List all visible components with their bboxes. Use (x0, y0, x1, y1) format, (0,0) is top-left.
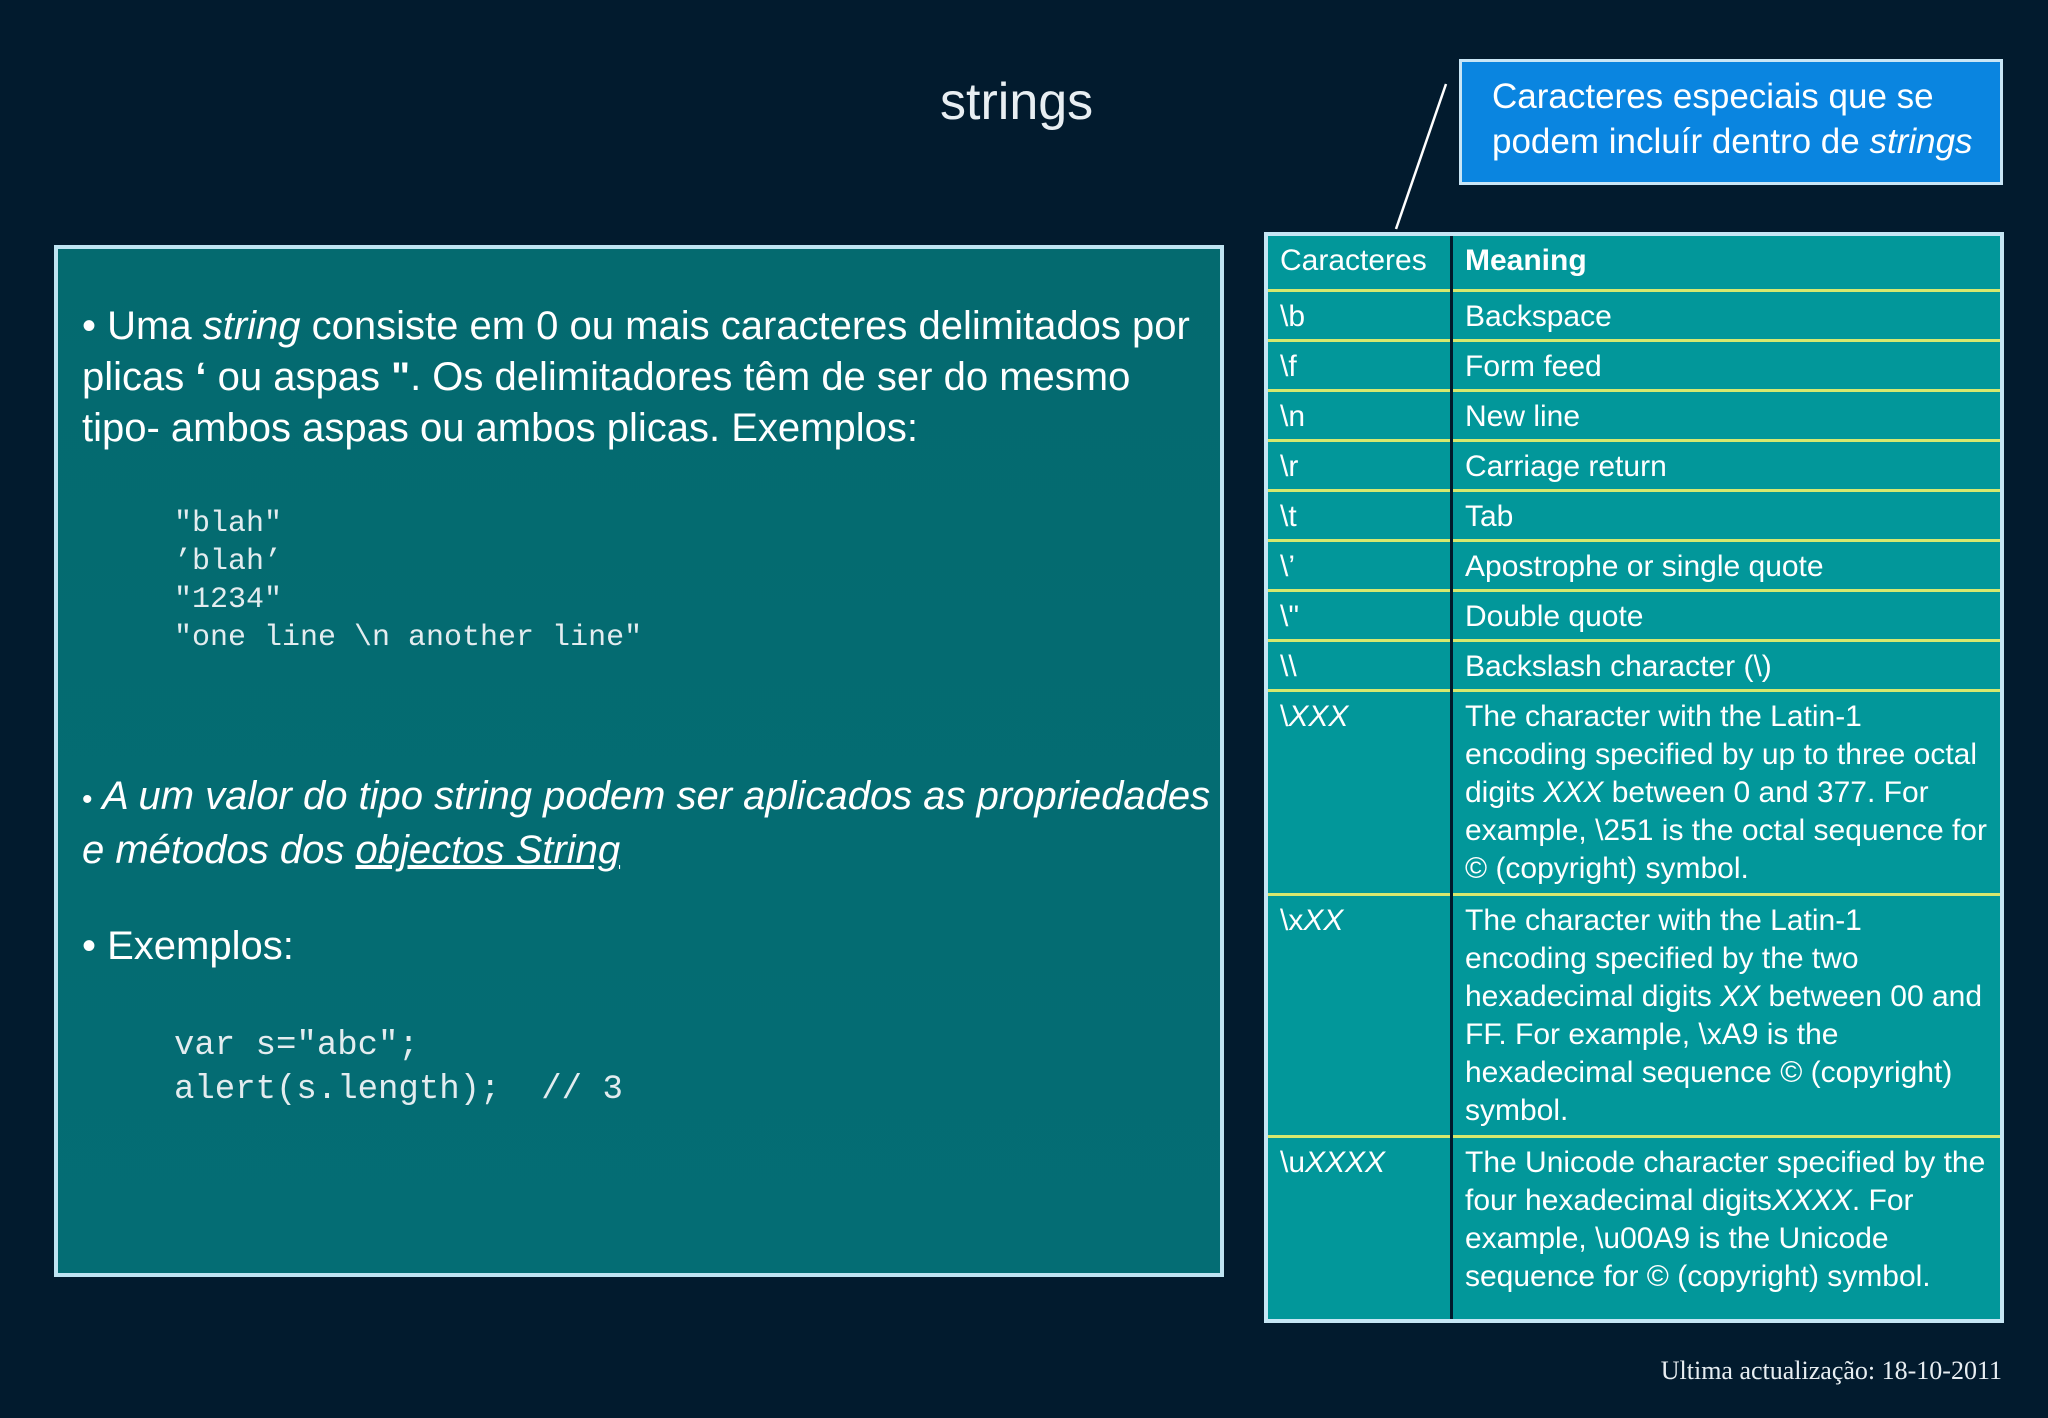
text-run-italic: A um valor do tipo string podem ser aplicados as propriedades e métodos dos (82, 774, 1211, 872)
bullet-dot: • (82, 924, 97, 968)
code-italic: XXX (1288, 700, 1349, 733)
text-run: between 00 and FF. For example, \xA9 is the hexadecimal sequence © (copyright) symbol. (1465, 980, 1983, 1127)
escape-characters-table (1264, 232, 2004, 1323)
code-prefix: \u (1280, 1146, 1306, 1179)
escape-code: \t (1268, 491, 1452, 541)
escape-meaning: Form feed (1452, 341, 2001, 391)
last-updated-footer: Ultima actualização: 18-10-2011 (1660, 1356, 2002, 1385)
table-row (1268, 641, 2000, 691)
escape-code: \b (1268, 291, 1452, 341)
escape-code: \f (1268, 341, 1452, 391)
table-row (1268, 341, 2000, 391)
escape-meaning: Backspace (1452, 291, 2001, 341)
escape-meaning: Apostrophe or single quote (1452, 541, 2001, 591)
bullet-dot: • (82, 304, 97, 348)
escape-meaning: Double quote (1452, 591, 2001, 641)
escape-code (1268, 691, 1452, 895)
content-panel (54, 245, 1224, 1277)
examples-label: Exemplos: (96, 924, 294, 968)
code-prefix: \x (1280, 904, 1304, 937)
escape-meaning: Backslash character (\) (1452, 641, 2001, 691)
callout-box (1459, 59, 2003, 185)
table-row-unicode (1268, 1137, 2000, 1320)
escape-code (1268, 895, 1452, 1137)
table-row (1268, 491, 2000, 541)
bullet-string-methods (82, 771, 1212, 876)
slide-title: strings (940, 73, 1094, 131)
text-run-italic: string (202, 304, 301, 348)
escape-meaning (1452, 691, 2001, 895)
table-row (1268, 591, 2000, 641)
escape-meaning (1452, 1137, 2001, 1320)
text-run-italic: XXXX (1771, 1184, 1852, 1217)
table-header-row (1268, 236, 2000, 291)
text-run: . Os delimitadores têm de ser do mesmo tipo- ambos aspas ou ambos plicas. Exemplos: (82, 355, 1131, 450)
text-run: ou aspas (206, 355, 392, 399)
bullet-examples-heading (82, 921, 294, 972)
escape-code: \r (1268, 441, 1452, 491)
escape-meaning (1452, 895, 2001, 1137)
objectos-string-link[interactable]: objectos String (355, 828, 621, 872)
code-length-example: var s="abc"; alert(s.length); // 3 (174, 1027, 623, 1109)
text-run-bold: " (391, 355, 411, 399)
table-row (1268, 291, 2000, 341)
text-run-bold: ‘ (195, 355, 207, 399)
escape-meaning: Tab (1452, 491, 2001, 541)
text-run-italic: XX (1720, 980, 1761, 1013)
escape-code: \n (1268, 391, 1452, 441)
table-row (1268, 441, 2000, 491)
header-meaning: Meaning (1452, 236, 2001, 291)
code-italic: XXXX (1305, 1146, 1386, 1179)
callout-line-1: Caracteres especiais que se (1492, 77, 1934, 116)
escape-code (1268, 1137, 1452, 1320)
text-run: The character with the Latin-1 encoding specified by the two hexadecimal digits (1465, 904, 1862, 1013)
header-caracteres: Caracteres (1268, 236, 1452, 291)
code-italic: XX (1303, 904, 1344, 937)
table-row (1268, 391, 2000, 441)
text-run-italic: XXX (1543, 776, 1604, 809)
text-run: . For example, \u00A9 is the Unicode sequence for © (copyright) symbol. (1465, 1184, 1931, 1293)
callout-line-2-italic: strings (1869, 122, 1973, 161)
callout-line-2-prefix: podem incluír dentro de (1492, 122, 1870, 161)
text-run: between 0 and 377. For example, \251 is the octal sequence for © (copyright) symbol. (1465, 776, 1987, 885)
text-run: consiste em 0 ou mais caracteres delimitados por plicas (82, 304, 1190, 399)
text-run: Uma (96, 304, 203, 348)
table-row-octal (1268, 691, 2000, 895)
escape-code: \’ (1268, 541, 1452, 591)
code-string-examples: "blah" ’blah’ "1234" "one line \n another line" (174, 507, 643, 655)
text-run: The character with the Latin-1 encoding specified by up to three octal digits (1465, 700, 1978, 809)
bullet-string-definition (82, 301, 1212, 454)
escape-code: \" (1268, 591, 1452, 641)
table-row (1268, 541, 2000, 591)
text-run: The Unicode character specified by the four hexadecimal digits (1465, 1146, 1986, 1217)
table-row-hex (1268, 895, 2000, 1137)
bullet-dot: • (82, 783, 93, 816)
escape-meaning: New line (1452, 391, 2001, 441)
code-prefix: \ (1280, 700, 1289, 733)
escape-meaning: Carriage return (1452, 441, 2001, 491)
escape-code: \\ (1268, 641, 1452, 691)
